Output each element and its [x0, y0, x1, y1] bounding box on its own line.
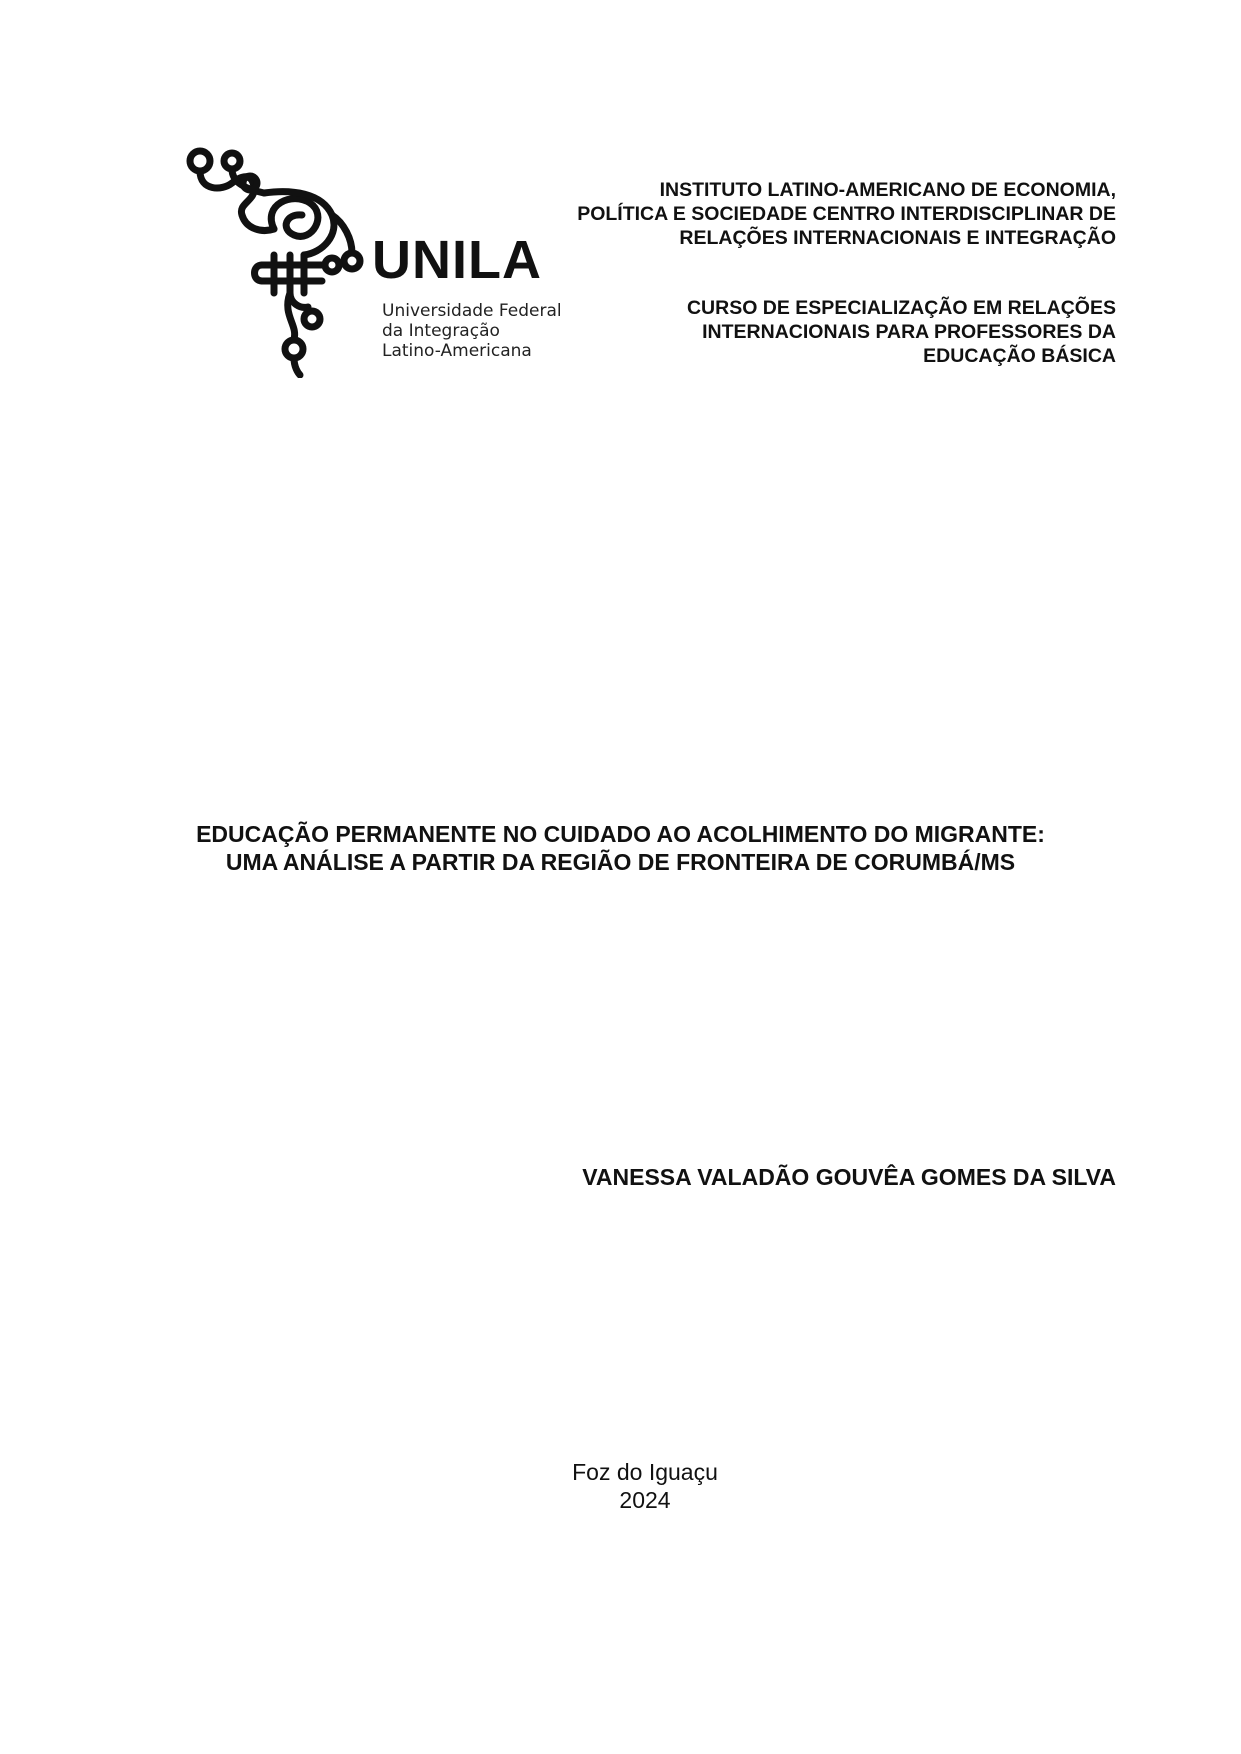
logo-subtitle-line: da Integração [382, 321, 500, 341]
city: Foz do Iguaçu [572, 1459, 718, 1485]
author-name: VANESSA VALADÃO GOUVÊA GOMES DA SILVA [582, 1164, 1116, 1190]
course-line: EDUCAÇÃO BÁSICA [923, 345, 1116, 367]
logo-subtitle-line: Latino-Americana [382, 341, 532, 361]
logo-subtitle-line: Universidade Federal [382, 301, 562, 321]
year: 2024 [619, 1487, 671, 1513]
unila-emblem-icon [182, 143, 382, 378]
logo-wordmark: UNILA [372, 230, 542, 290]
title-line: EDUCAÇÃO PERMANENTE NO CUIDADO AO ACOLHIMENTO DO MIGRANTE: [196, 821, 1045, 847]
institute-line: RELAÇÕES INTERNACIONAIS E INTEGRAÇÃO [679, 227, 1116, 249]
course-line: INTERNACIONAIS PARA PROFESSORES DA [702, 321, 1116, 343]
institute-heading [496, 178, 1116, 250]
document-title [0, 820, 1241, 876]
institute-line: INSTITUTO LATINO-AMERICANO DE ECONOMIA, [659, 179, 1116, 201]
course-heading [496, 296, 1116, 368]
course-line: CURSO DE ESPECIALIZAÇÃO EM RELAÇÕES [686, 297, 1116, 319]
place-and-date [520, 1458, 770, 1514]
institute-line: POLÍTICA E SOCIEDADE CENTRO INTERDISCIPLINAR DE [577, 203, 1116, 225]
title-line: UMA ANÁLISE A PARTIR DA REGIÃO DE FRONTEIRA DE CORUMBÁ/MS [225, 849, 1016, 875]
